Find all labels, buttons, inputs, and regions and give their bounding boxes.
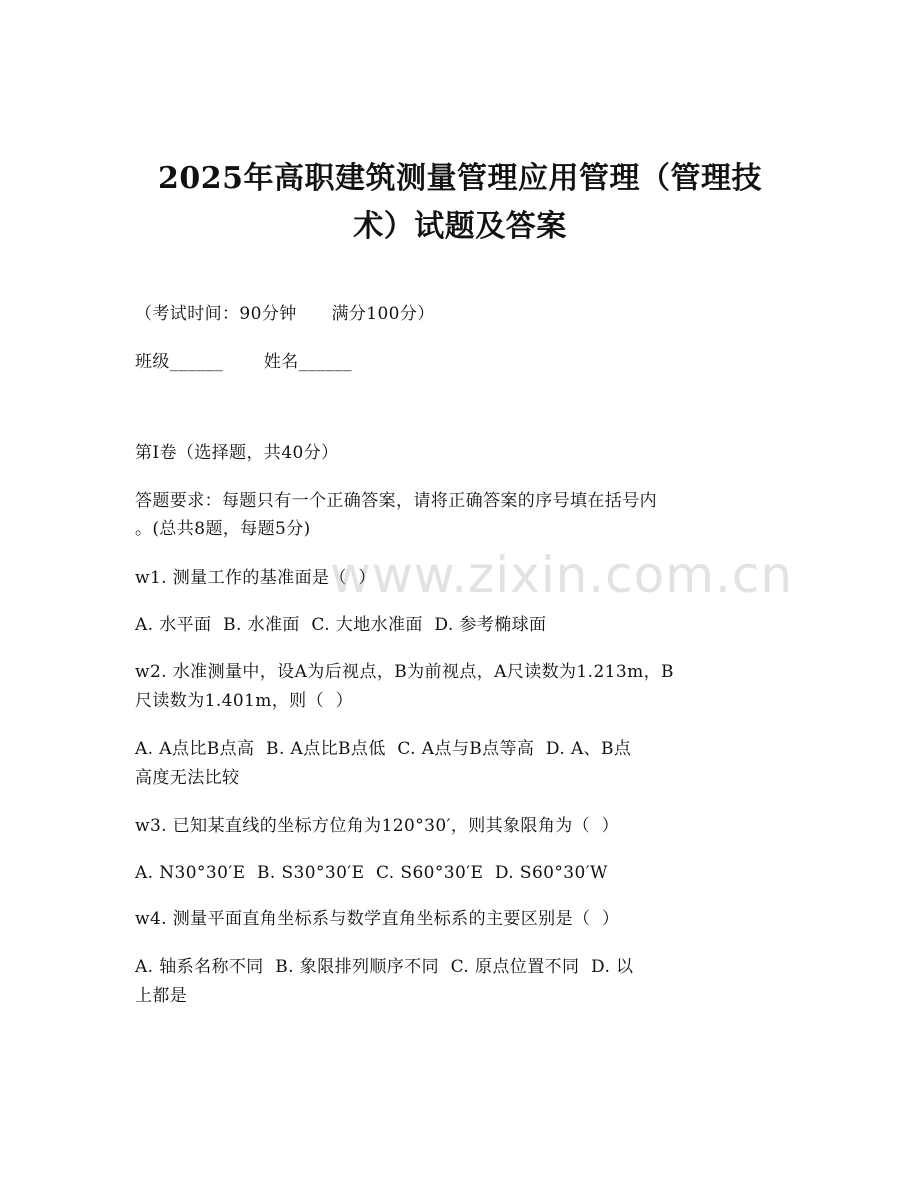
document-title-line-1: 2025年高职建筑测量管理应用管理（管理技 bbox=[158, 161, 762, 196]
answer-requirement-line-1: 答题要求：每题只有一个正确答案，请将正确答案的序号填在括号内 bbox=[135, 491, 657, 511]
section-heading: 第I卷（选择题，共40分） bbox=[135, 443, 339, 463]
question-2-stem-line-1: w2. 水准测量中，设A为后视点，B为前视点，A尺读数为1.213m，B bbox=[135, 662, 674, 682]
question-2-options-line-2: 高度无法比较 bbox=[135, 768, 240, 788]
question-4-options-line-1: A. 轴系名称不同 B. 象限排列顺序不同 C. 原点位置不同 D. 以 bbox=[135, 957, 634, 977]
question-4-stem: w4. 测量平面直角坐标系与数学直角坐标系的主要区别是（ ） bbox=[135, 909, 620, 929]
class-name-line: 班级______ 姓名______ bbox=[135, 352, 353, 372]
question-1-stem: w1. 测量工作的基准面是（ ） bbox=[135, 568, 376, 588]
question-1-options: A. 水平面 B. 水准面 C. 大地水准面 D. 参考椭球面 bbox=[135, 615, 547, 635]
answer-requirement-line-2: 。(总共8题，每题5分) bbox=[135, 519, 311, 539]
watermark: www.zixin.com.cn bbox=[330, 546, 794, 604]
question-3-stem: w3. 已知某直线的坐标方位角为120°30′，则其象限角为（ ） bbox=[135, 816, 620, 836]
document-title-line-2: 术）试题及答案 bbox=[353, 209, 567, 244]
exam-info: （考试时间：90分钟 满分100分） bbox=[135, 304, 435, 324]
question-4-options-line-2: 上都是 bbox=[135, 986, 188, 1006]
question-3-options: A. N30°30′E B. S30°30′E C. S60°30′E D. S60°30′W bbox=[135, 863, 608, 883]
question-2-options-line-1: A. A点比B点高 B. A点比B点低 C. A点与B点等高 D. A、B点 bbox=[135, 739, 632, 759]
question-2-stem-line-2: 尺读数为1.401m，则（ ） bbox=[135, 691, 353, 711]
